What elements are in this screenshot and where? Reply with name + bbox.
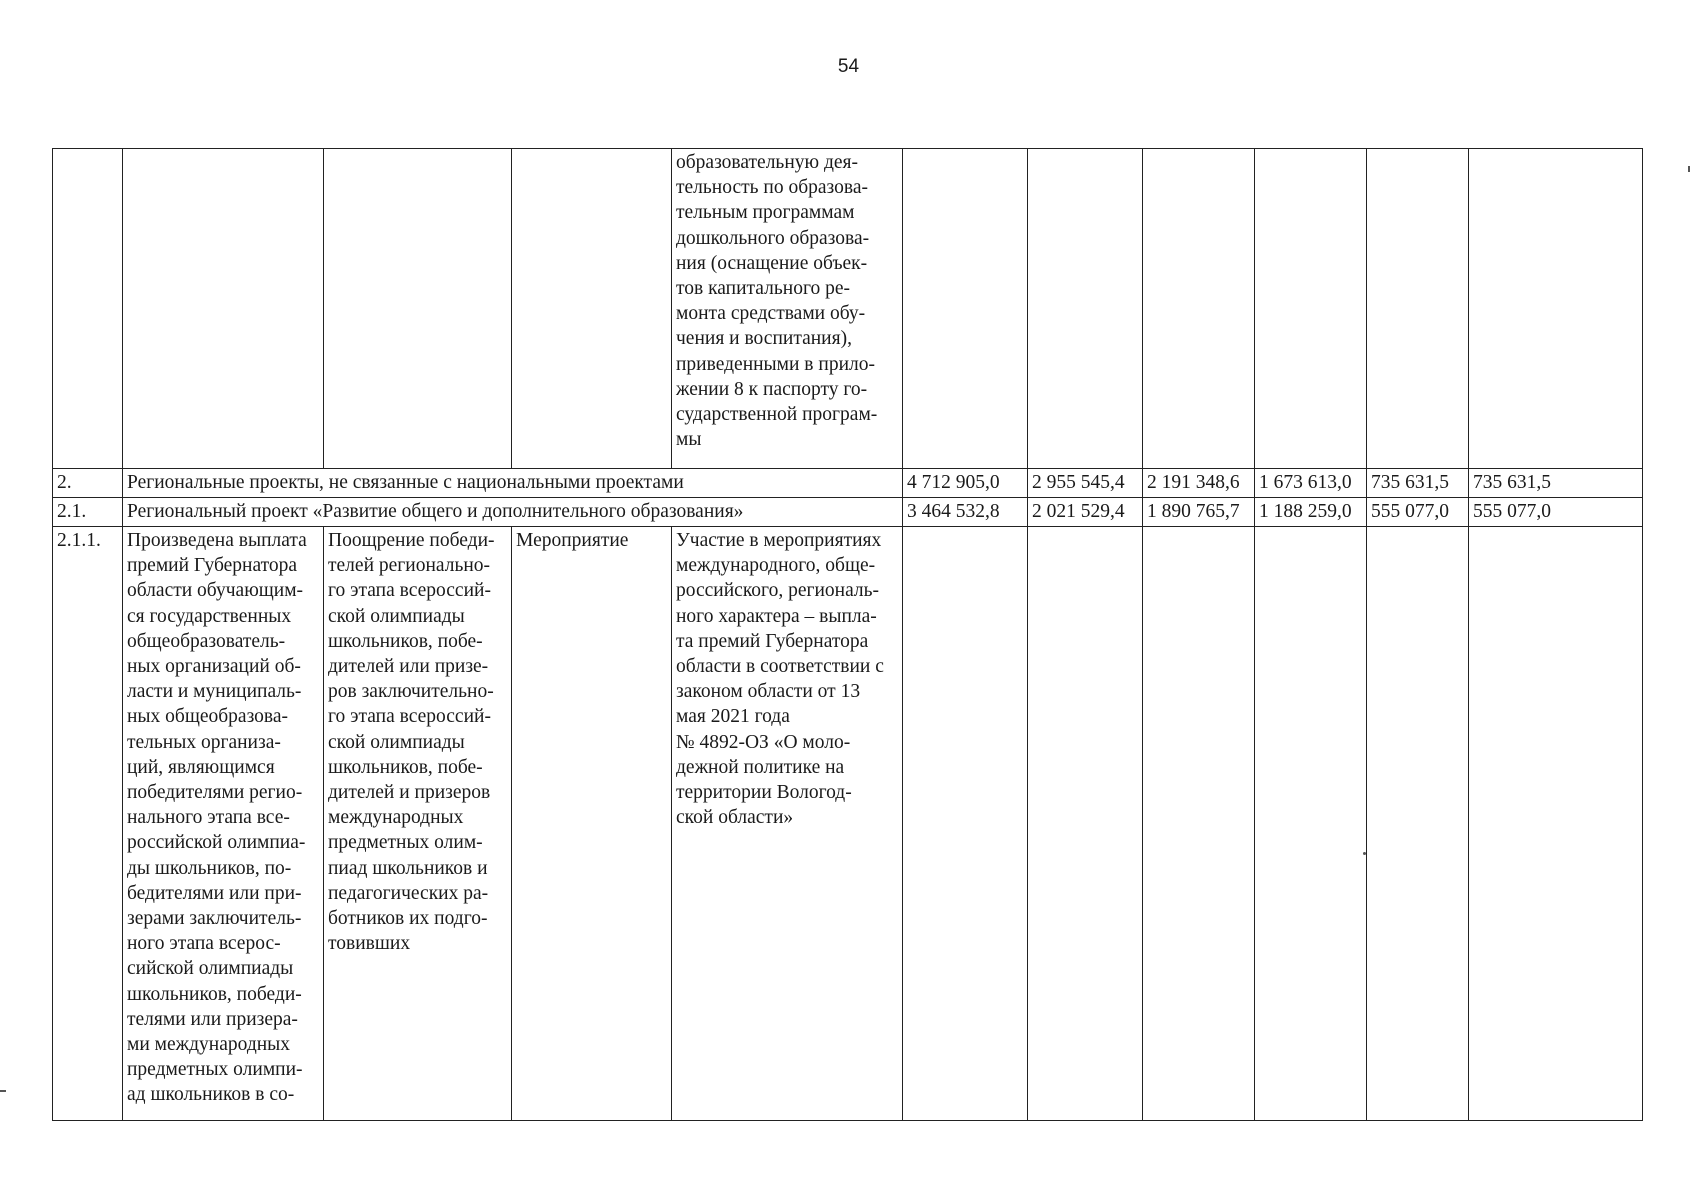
table-row-section-2 xyxy=(53,469,1643,498)
value-cell: 555 077,0 xyxy=(1469,498,1643,527)
cell-result: Произведена выплата премий Губернатора области обучающим- ся государственных общеобразователь- ных организаций об- ласти и муниципаль- ных общеобразова- тельных организа- ций, являющимся победителями регио- нального этапа все- российской олимпиа- ды школьников, по- бедителями или при- зерами заключитель- ного этапа всерос- сийской олимпиады школьников, победи- телями или призера- ми международных предметных олимпи- ад школьников в со- xyxy=(123,527,324,1121)
value-cell: 2 191 348,6 xyxy=(1143,469,1255,498)
cell-value xyxy=(903,527,1028,1121)
value-cell: 1 188 259,0 xyxy=(1255,498,1367,527)
cell-value xyxy=(1143,149,1255,469)
cell-value xyxy=(1028,149,1143,469)
scan-edge-mark xyxy=(1688,166,1690,172)
cell-characteristic: Участие в мероприятиях международного, обще- российского, региональ- ного характера – выпла- та премий Губернатора области в соответствии с законом области от 13 мая 2021 года № 4892-ОЗ «О моло- дежной политике на территории Вологод- ской области» xyxy=(672,527,903,1121)
scan-edge-mark xyxy=(0,1090,6,1092)
cell-value xyxy=(1255,527,1367,1121)
cell-value xyxy=(903,149,1028,469)
table-row-item-2-1-1 xyxy=(53,527,1643,1121)
table-row-section-2-1 xyxy=(53,498,1643,527)
table-row-continuation xyxy=(53,149,1643,469)
value-cell: 2 021 529,4 xyxy=(1028,498,1143,527)
cell-num xyxy=(53,149,123,469)
row-title: Региональные проекты, не связанные с национальными проектами xyxy=(123,469,903,498)
cell-value xyxy=(1469,527,1643,1121)
value-cell: 4 712 905,0 xyxy=(903,469,1028,498)
page-number: 54 xyxy=(837,56,860,77)
value-cell: 1 890 765,7 xyxy=(1143,498,1255,527)
cell-result xyxy=(123,149,324,469)
value-cell: 735 631,5 xyxy=(1469,469,1643,498)
value-cell: 555 077,0 xyxy=(1367,498,1469,527)
cell-value xyxy=(1028,527,1143,1121)
row-number: 2. xyxy=(53,469,123,498)
row-title: Региональный проект «Развитие общего и дополнительного образования» xyxy=(123,498,903,527)
cell-value xyxy=(1469,149,1643,469)
cell-value xyxy=(1143,527,1255,1121)
cell-description xyxy=(324,149,512,469)
cell-type: Мероприятие xyxy=(512,527,672,1121)
value-cell: 1 673 613,0 xyxy=(1255,469,1367,498)
cell-value xyxy=(1367,527,1469,1121)
cell-characteristic: образовательную дея- тельность по образова- тельным программам дошкольного образова- ния (оснащение объек- тов капитального ре- монта средствами обу- чения и воспитания), приведенными в прило- жении 8 к паспорту го- сударственной програм- мы xyxy=(672,149,903,469)
value-cell: 735 631,5 xyxy=(1367,469,1469,498)
scan-edge-mark xyxy=(1363,852,1366,855)
cell-type xyxy=(512,149,672,469)
cell-description: Поощрение победи- телей регионально- го этапа всероссий- ской олимпиады школьников, побе- дителей или призе- ров заключительно- го этапа всероссий- ской олимпиады школьников, побе- дителей и призеров международных предметных олим- пиад школьников и педагогических ра- ботников их подго- товивших xyxy=(324,527,512,1121)
row-number: 2.1. xyxy=(53,498,123,527)
cell-value xyxy=(1255,149,1367,469)
row-number: 2.1.1. xyxy=(53,527,123,1121)
value-cell: 3 464 532,8 xyxy=(903,498,1028,527)
cell-value xyxy=(1367,149,1469,469)
program-table xyxy=(52,148,1643,1121)
value-cell: 2 955 545,4 xyxy=(1028,469,1143,498)
